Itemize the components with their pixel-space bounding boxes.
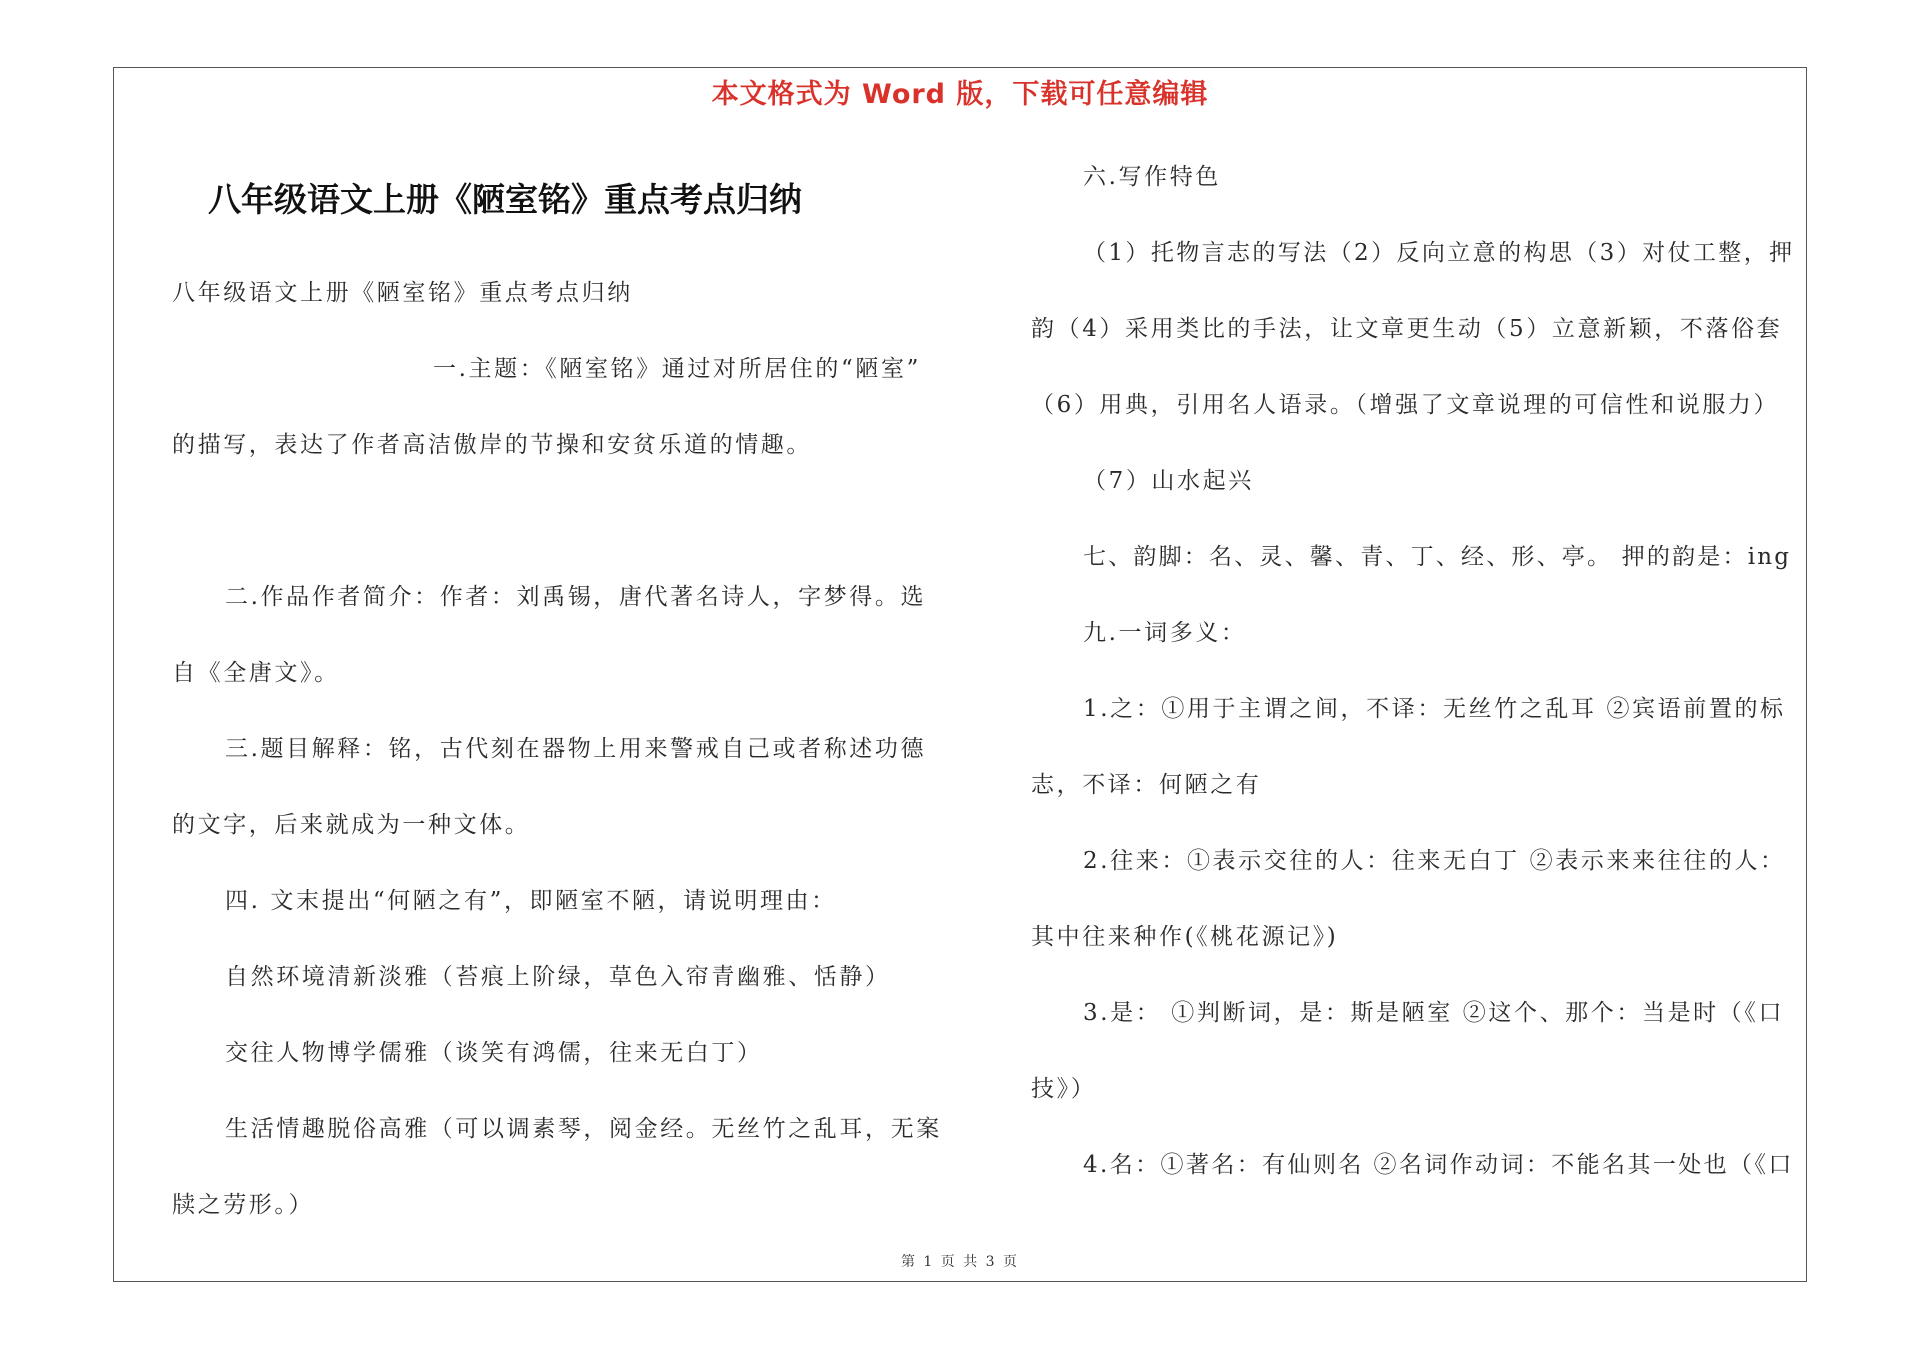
- right-line-3: 韵（4）采用类比的手法，让文章更生动（5）立意新颖，不落俗套: [1031, 316, 1783, 342]
- left-line-4: 二.作品作者简介：作者：刘禹锡，唐代著名诗人，字梦得。选: [225, 584, 927, 610]
- left-line-9: 自然环境清新淡雅（苔痕上阶绿，草色入帘青幽雅、恬静）: [225, 964, 891, 990]
- right-line-1: 六.写作特色: [1083, 164, 1221, 190]
- document-title: 八年级语文上册《陋室铭》重点考点归纳: [208, 180, 802, 219]
- left-line-2: 一.主题：《陋室铭》通过对所居住的“陋室”: [433, 356, 921, 382]
- right-line-4: （6）用典，引用名人语录。（增强了文章说理的可信性和说服力）: [1031, 392, 1780, 418]
- right-line-11: 其中往来种作(《桃花源记》): [1031, 924, 1339, 950]
- left-line-1: 八年级语文上册《陋室铭》重点考点归纳: [172, 280, 633, 306]
- left-line-6: 三.题目解释：铭，古代刻在器物上用来警戒自己或者称述功德: [225, 736, 927, 762]
- left-line-3: 的描写，表达了作者高洁傲岸的节操和安贫乐道的情趣。: [172, 432, 812, 458]
- right-line-6: 七、韵脚：名、灵、馨、青、丁、经、形、亭。 押的韵是：ing: [1083, 544, 1792, 570]
- right-line-7: 九.一词多义：: [1083, 620, 1247, 646]
- left-line-7: 的文字，后来就成为一种文体。: [172, 812, 531, 838]
- left-line-10: 交往人物博学儒雅（谈笑有鸿儒，往来无白丁）: [225, 1040, 763, 1066]
- format-banner: 本文格式为 Word 版，下载可任意编辑: [711, 79, 1209, 110]
- left-line-8: 四. 文末提出“何陋之有”，即陋室不陋，请说明理由：: [225, 888, 837, 914]
- right-line-9: 志，不译：何陋之有: [1031, 772, 1262, 798]
- right-line-14: 4.名：①著名：有仙则名 ②名词作动词：不能名其一处也（《口: [1083, 1152, 1794, 1178]
- right-line-12: 3.是： ①判断词，是：斯是陋室 ②这个、那个：当是时（《口: [1083, 1000, 1785, 1026]
- left-line-11: 生活情趣脱俗高雅（可以调素琴，阅金经。无丝竹之乱耳，无案: [225, 1116, 942, 1142]
- right-line-2: （1）托物言志的写法（2）反向立意的构思（3）对仗工整，押: [1083, 240, 1795, 266]
- left-line-5: 自《全唐文》。: [172, 660, 340, 686]
- right-line-13: 技》）: [1031, 1076, 1097, 1102]
- right-line-10: 2.往来：①表示交往的人：往来无白丁 ②表示来来往往的人：: [1083, 848, 1786, 874]
- page-footer: 第 1 页 共 3 页: [900, 1254, 1020, 1270]
- right-line-5: （7）山水起兴: [1083, 468, 1254, 494]
- right-line-8: 1.之：①用于主谓之间，不译：无丝竹之乱耳 ②宾语前置的标: [1083, 696, 1786, 722]
- left-line-12: 牍之劳形。）: [172, 1192, 315, 1218]
